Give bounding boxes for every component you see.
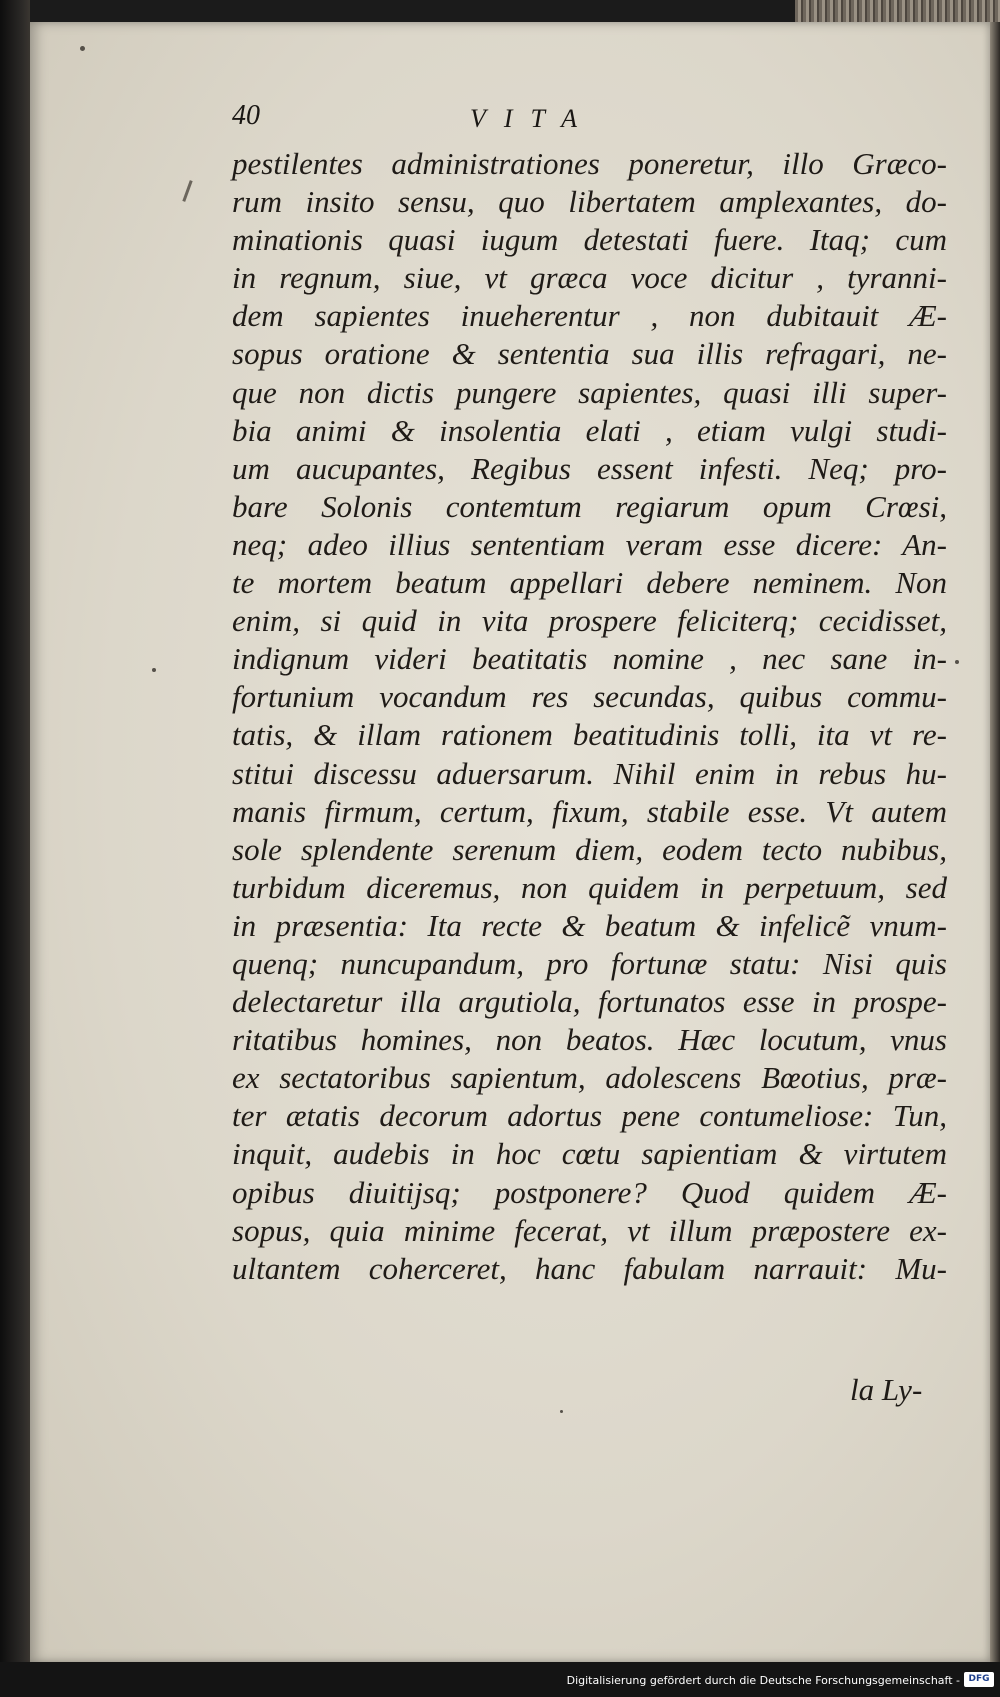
- paper-speck: [955, 660, 959, 664]
- paper-speck: [152, 668, 156, 672]
- text-line: ex sectatoribus sapientum, adolescens Bœotius, præ-: [232, 1060, 947, 1096]
- text-line: um aucupantes, Regibus essent infesti. Neq; pro-: [232, 450, 947, 486]
- running-head: VITA: [470, 104, 595, 133]
- text-line: ritatibus homines, non beatos. Hæc locutum, vnus: [232, 1022, 947, 1058]
- body-text: [232, 145, 947, 1288]
- text-line: pestilentes administrationes poneretur, illo Græco-: [232, 146, 947, 181]
- text-line: quenq; nuncupandum, pro fortunæ statu: Nisi quis: [232, 945, 947, 981]
- text-line: turbidum diceremus, non quidem in perpetuum, sed: [232, 869, 947, 905]
- text-line: sopus oratione & sententia sua illis refragari, ne-: [232, 336, 947, 372]
- text-line: tatis, & illam rationem beatitudinis tolli, ita vt re-: [232, 717, 947, 753]
- text-line: delectaretur illa argutiola, fortunatos esse in prospe-: [232, 984, 947, 1020]
- text-line: minationis quasi iugum detestati fuere. Itaq; cum: [232, 222, 947, 258]
- text-line: inquit, audebis in hoc cœtu sapientiam & virtutem: [232, 1136, 947, 1172]
- text-line: sopus, quia minime fecerat, vt illum præpostere ex-: [232, 1212, 947, 1248]
- page-number: 40: [232, 100, 260, 131]
- text-line: dem sapientes inueherentur , non dubitauit Æ-: [232, 298, 947, 334]
- text-line: opibus diuitijsq; postponere? Quod quidem Æ-: [232, 1174, 947, 1210]
- text-line: indignum videri beatitatis nomine , nec sane in-: [232, 641, 947, 677]
- text-line: enim, si quid in vita prospere feliciterq; cecidisset,: [232, 603, 947, 639]
- text-line: fortunium vocandum res secundas, quibus commu-: [232, 679, 947, 715]
- text-line: que non dictis pungere sapientes, quasi illi super-: [232, 374, 947, 410]
- dfg-logo: DFG: [964, 1672, 994, 1687]
- text-line: ter ætatis decorum adortus pene contumeliose: Tun,: [232, 1098, 947, 1134]
- paper-speck: [560, 1410, 563, 1413]
- text-line: rum insito sensu, quo libertatem amplexantes, do-: [232, 184, 947, 220]
- catchword: la Ly-: [850, 1372, 923, 1407]
- text-line: bare Solonis contemtum regiarum opum Crœsi,: [232, 488, 947, 524]
- funding-notice: Digitalisierung gefördert durch die Deutsche Forschungsgemeinschaft -: [566, 1674, 960, 1687]
- text-line: sole splendente serenum diem, eodem tecto nubibus,: [232, 831, 947, 867]
- text-line: manis firmum, certum, fixum, stabile esse. Vt autem: [232, 793, 947, 829]
- text-line: bia animi & insolentia elati , etiam vulgi studi-: [232, 412, 947, 448]
- paper-speck: [80, 46, 85, 51]
- page-right-edge: [990, 22, 1000, 1662]
- text-line: stitui discessu aduersarum. Nihil enim in rebus hu-: [232, 755, 947, 791]
- text-line: te mortem beatum appellari debere neminem. Non: [232, 565, 947, 601]
- text-line: in præsentia: Ita recte & beatum & infelicẽ vnum-: [232, 907, 947, 943]
- text-line: neq; adeo illius sententiam veram esse dicere: An-: [232, 526, 947, 562]
- scan-left-shadow: [0, 0, 30, 1697]
- text-line: in regnum, siue, vt græca voce dicitur , tyranni-: [232, 260, 947, 296]
- text-line: ultantem coherceret, hanc fabulam narrauit: Mu-: [232, 1250, 947, 1286]
- book-edge: [795, 0, 1000, 22]
